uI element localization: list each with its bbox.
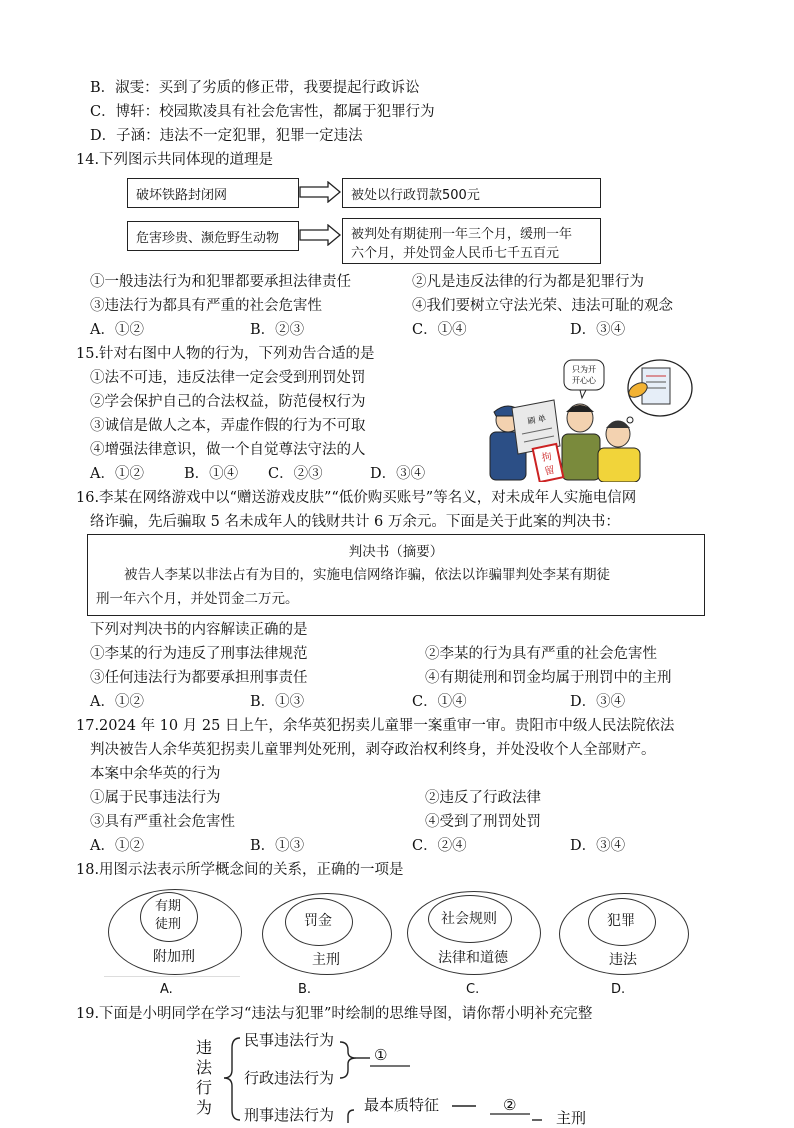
q18-c-label: C. bbox=[466, 982, 480, 997]
q13-option-c: C．博轩：校园欺凌具有社会危害性，都属于犯罪行为 bbox=[90, 104, 435, 120]
q16-stem-line1: 16.李某在网络游戏中以“赠送游戏皮肤”“低价购买账号”等名义，对未成年人实施电信网 bbox=[76, 490, 637, 506]
q16-question: 下列对判决书的内容解读正确的是 bbox=[90, 622, 308, 638]
q14-box-act2: 危害珍贵、濒危野生动物 bbox=[127, 221, 299, 251]
q15-statement-4: ④增强法律意识，做一个自觉尊法守法的人 bbox=[90, 442, 366, 458]
q15-option-b: B．①④ bbox=[184, 466, 239, 482]
q14-option-b: B．②③ bbox=[250, 322, 305, 338]
q17-statement-1: ①属于民事违法行为 bbox=[90, 790, 221, 806]
q14-statement-2: ②凡是违反法律的行为都是犯罪行为 bbox=[412, 274, 644, 290]
q18-d-outer-text: 违法 bbox=[609, 952, 637, 968]
q16-statement-4: ④有期徒刑和罚金均属于刑罚中的主刑 bbox=[425, 670, 672, 686]
svg-text:只为开: 只为开 bbox=[572, 365, 596, 374]
q19-criminal: 刑事违法行为 bbox=[244, 1106, 335, 1124]
q19-stem: 19.下面是小明同学在学习“违法与犯罪”时绘制的思维导图，请你帮小明补充完整 bbox=[76, 1006, 593, 1022]
q15-cartoon bbox=[480, 350, 695, 482]
q17-statement-4: ④受到了刑罚处罚 bbox=[425, 814, 541, 830]
q19-main-penalty: 主刑 bbox=[556, 1109, 587, 1127]
q17-question: 本案中余华英的行为 bbox=[90, 766, 221, 782]
svg-text:开心心: 开心心 bbox=[572, 376, 596, 385]
q19-admin: 行政违法行为 bbox=[244, 1069, 335, 1087]
q19-blank-2: ② bbox=[503, 1096, 517, 1114]
q14-box-act1: 破坏铁路封闭网 bbox=[127, 178, 299, 208]
q16-judgment-box bbox=[87, 534, 705, 616]
q18-stem: 18.用图示法表示所学概念间的关系，正确的一项是 bbox=[76, 862, 404, 878]
q16-judgment-line2: 刑一年六个月，并处罚金二万元。 bbox=[96, 591, 299, 607]
q17-option-a: A．①② bbox=[90, 838, 144, 854]
q14-stem: 14.下列图示共同体现的道理是 bbox=[76, 152, 274, 168]
q16-option-c: C．①④ bbox=[412, 694, 467, 710]
q14-box-result2: 被判处有期徒刑一年三个月，缓刑一年 六个月，并处罚金人民币七千五百元 bbox=[342, 218, 601, 264]
q14-option-c: C．①④ bbox=[412, 322, 467, 338]
q18-c-inner-text: 社会规则 bbox=[441, 911, 497, 927]
q18-b-outer-text: 主刑 bbox=[312, 952, 340, 968]
q15-statement-3: ③诚信是做人之本，弄虚作假的行为不可取 bbox=[90, 418, 366, 434]
q15-statement-2: ②学会保护自己的合法权益，防范侵权行为 bbox=[90, 394, 366, 410]
q17-option-b: B．①③ bbox=[250, 838, 305, 854]
q14-option-d: D．③④ bbox=[570, 322, 626, 338]
q14-statement-4: ④我们要树立守法光荣、违法可耻的观念 bbox=[412, 298, 673, 314]
svg-text:拘: 拘 bbox=[540, 451, 553, 465]
q14-arrow-2 bbox=[298, 224, 342, 246]
q16-option-a: A．①② bbox=[90, 694, 144, 710]
q18-a-inner-text: 有期 徒刑 bbox=[154, 899, 181, 932]
q18-a-outer-text: 附加刑 bbox=[153, 949, 195, 965]
q16-statement-2: ②李某的行为具有严重的社会危害性 bbox=[425, 646, 657, 662]
q16-stem-line2: 络诈骗，先后骗取 5 名未成年人的钱财共计 6 万余元。下面是关于此案的判决书： bbox=[90, 514, 620, 530]
q16-judgment-line1: 被告人李某以非法占有为目的，实施电信网络诈骗，依法以诈骗罪判处李某有期徒 bbox=[124, 567, 610, 583]
q18-b-label: B. bbox=[298, 982, 312, 997]
q14-statement-1: ①一般违法行为和犯罪都要承担法律责任 bbox=[90, 274, 351, 290]
q17-stem-line2: 判决被告人余华英犯拐卖儿童罪判处死刑，剥夺政治权利终身，并处没收个人全部财产。 bbox=[90, 742, 656, 758]
q16-judgment-title: 判决书（摘要） bbox=[348, 544, 444, 560]
q14-arrow-1 bbox=[298, 181, 342, 203]
q15-stem: 15.针对右图中人物的行为，下列劝告合适的是 bbox=[76, 346, 375, 362]
q13-option-d: D．子涵：违法不一定犯罪，犯罪一定违法 bbox=[90, 128, 363, 144]
q16-option-b: B．①③ bbox=[250, 694, 305, 710]
q18-a-label: A. bbox=[160, 982, 173, 997]
q14-box-result1: 被处以行政罚款500元 bbox=[342, 178, 601, 208]
q19-blank-1: ① bbox=[374, 1046, 388, 1064]
q16-option-d: D．③④ bbox=[570, 694, 626, 710]
q13-option-b: B．淑雯：买到了劣质的修正带，我要提起行政诉讼 bbox=[90, 80, 420, 96]
q17-stem-line1: 17.2024 年 10 月 25 日上午，余华英犯拐卖儿童罪一案重审一审。贵阳市中级人民法院依法 bbox=[76, 718, 675, 734]
q18-c-outer-text: 法律和道德 bbox=[438, 950, 508, 966]
q18-d-inner-text: 犯罪 bbox=[607, 913, 635, 929]
q18-b-inner-text: 罚金 bbox=[304, 913, 332, 929]
q19-root: 违 法 行 为 bbox=[196, 1038, 213, 1117]
q19-civil: 民事违法行为 bbox=[244, 1031, 335, 1049]
q15-option-a: A．①② bbox=[90, 466, 144, 482]
q18-a-divider bbox=[104, 976, 240, 977]
q17-option-c: C．②④ bbox=[412, 838, 467, 854]
q16-statement-1: ①李某的行为违反了刑事法律规范 bbox=[90, 646, 308, 662]
svg-text:刷 单: 刷 单 bbox=[526, 413, 547, 426]
q14-option-a: A．①② bbox=[90, 322, 144, 338]
q14-statement-3: ③违法行为都具有严重的社会危害性 bbox=[90, 298, 322, 314]
q15-option-c: C．②③ bbox=[268, 466, 323, 482]
q17-statement-3: ③具有严重社会危害性 bbox=[90, 814, 235, 830]
q18-d-label: D. bbox=[611, 982, 626, 997]
q16-statement-3: ③任何违法行为都要承担刑事责任 bbox=[90, 670, 308, 686]
svg-text:留: 留 bbox=[543, 464, 556, 478]
q15-option-d: D．③④ bbox=[370, 466, 426, 482]
q15-statement-1: ①法不可违，违反法律一定会受到刑罚处罚 bbox=[90, 370, 366, 386]
q19-feature: 最本质特征 bbox=[364, 1096, 440, 1114]
q17-option-d: D．③④ bbox=[570, 838, 626, 854]
q17-statement-2: ②违反了行政法律 bbox=[425, 790, 541, 806]
